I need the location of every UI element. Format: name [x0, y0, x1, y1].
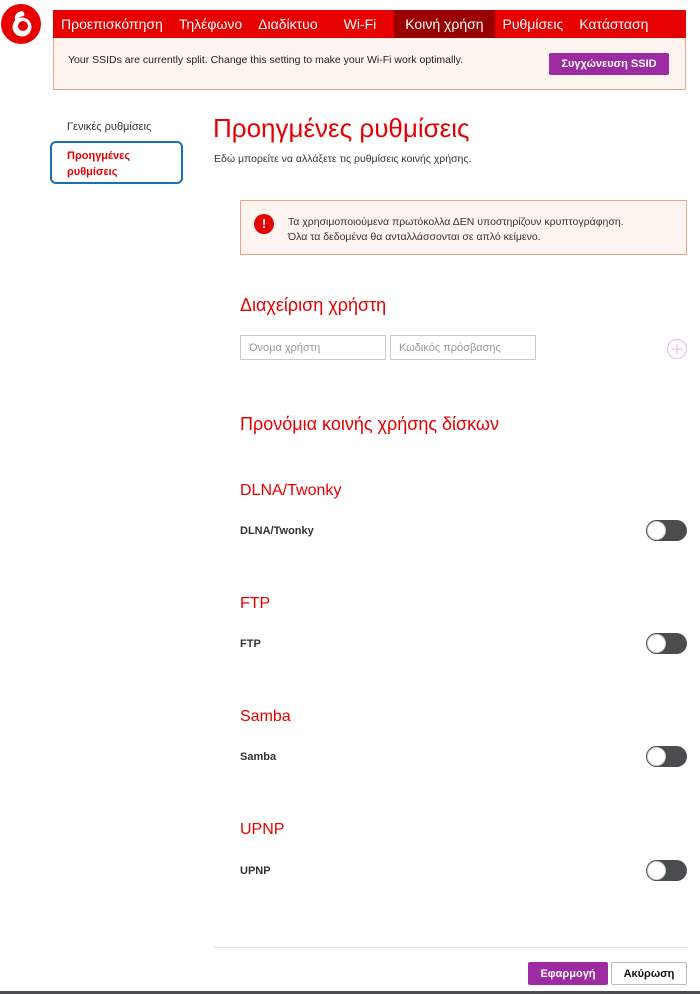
upnp-label: UPNP: [240, 865, 271, 877]
merge-ssid-button[interactable]: Συγχώνευση SSID: [549, 53, 669, 75]
main-nav: [53, 10, 686, 38]
cancel-button[interactable]: Ακύρωση: [611, 962, 687, 985]
encryption-warning: [240, 200, 687, 255]
toggle-knob: [647, 634, 666, 653]
toggle-knob: [647, 861, 666, 880]
username-input[interactable]: [240, 335, 386, 360]
warning-line-1: Τα χρησιμοποιούμενα πρωτόκολλα ΔΕΝ υποστηρίζουν κρυπτογράφηση.: [288, 216, 624, 228]
nav-wifi[interactable]: Wi-Fi: [343, 16, 377, 32]
upnp-section-title: UPNP: [240, 821, 285, 838]
toggle-knob: [647, 747, 666, 766]
dlna-section-title: DLNA/Twonky: [240, 482, 342, 499]
password-input[interactable]: [390, 335, 536, 360]
dlna-label: DLNA/Twonky: [240, 525, 314, 537]
nav-status[interactable]: Κατάσταση: [579, 16, 649, 32]
vodafone-logo-icon[interactable]: [1, 4, 41, 44]
user-management-title: Διαχείριση χρήστη: [240, 295, 387, 315]
banner-text: Your SSIDs are currently split. Change this setting to make your Wi-Fi work optimally.: [68, 54, 464, 66]
sidebar-item-general[interactable]: Γενικές ρυθμίσεις: [67, 121, 152, 133]
warning-text: [288, 215, 624, 245]
ftp-section-title: FTP: [240, 595, 271, 612]
apply-button[interactable]: Εφαρμογή: [528, 962, 608, 985]
upnp-toggle[interactable]: [646, 860, 687, 881]
warning-line-2: Όλα τα δεδομένα θα ανταλλάσσονται σε απλό κείμενο.: [288, 231, 541, 243]
ftp-label: FTP: [240, 638, 261, 650]
disk-sharing-privileges-title: Προνόμια κοινής χρήσης δίσκων: [240, 414, 499, 434]
ftp-toggle[interactable]: [646, 633, 687, 654]
nav-settings[interactable]: Ρυθμίσεις: [502, 16, 564, 32]
nav-overview[interactable]: Προεπισκόπηση: [61, 16, 163, 32]
nav-internet[interactable]: Διαδίκτυο: [258, 16, 318, 32]
exclamation-icon: !: [254, 214, 274, 234]
dlna-toggle[interactable]: [646, 520, 687, 541]
sidebar-item-advanced-label: Προηγμένες ρυθμίσεις: [67, 150, 131, 178]
plus-circle-icon[interactable]: [666, 338, 688, 360]
samba-section-title: Samba: [240, 708, 291, 725]
samba-label: Samba: [240, 751, 277, 763]
sidebar-item-advanced[interactable]: [50, 141, 183, 184]
nav-sharing[interactable]: Κοινή χρήση: [394, 10, 494, 38]
page-title: Προηγμένες ρυθμίσεις: [213, 113, 470, 143]
footer-divider: [213, 947, 687, 948]
toggle-knob: [647, 521, 666, 540]
ssid-split-banner: [53, 38, 686, 90]
page-subtitle: Εδώ μπορείτε να αλλάξετε τις ρυθμίσεις κοινής χρήσης.: [214, 153, 472, 165]
nav-phone[interactable]: Τηλέφωνο: [178, 16, 243, 32]
samba-toggle[interactable]: [646, 746, 687, 767]
